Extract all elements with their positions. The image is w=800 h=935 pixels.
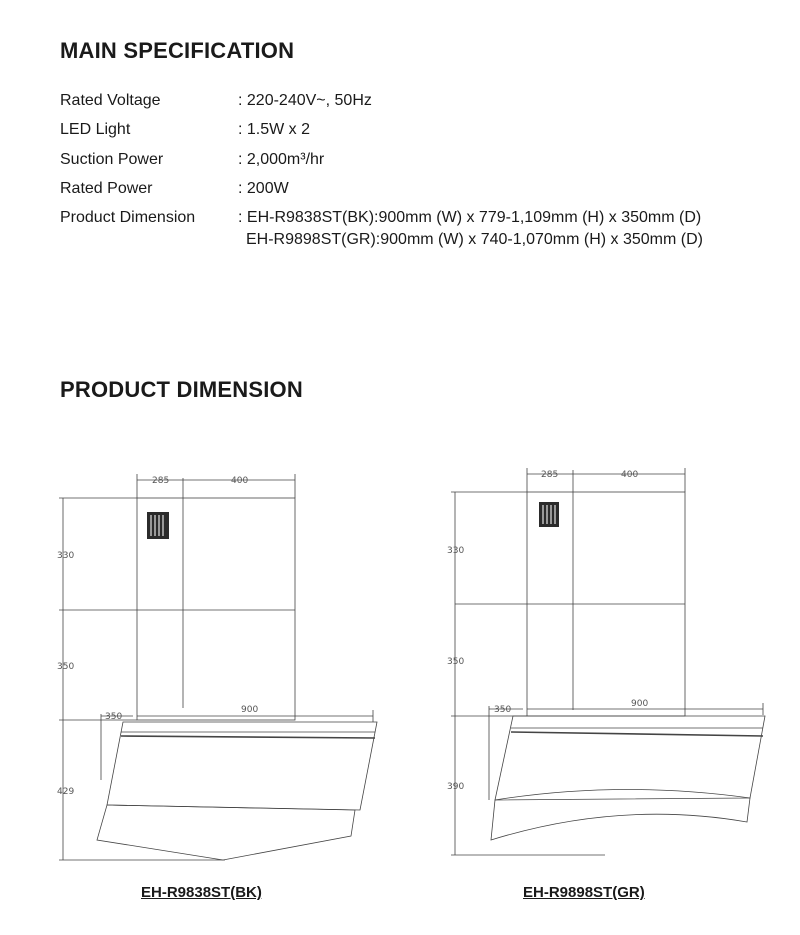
spec-label: Product Dimension [60,209,196,227]
spec-label: Rated Voltage [60,92,161,109]
spec-row-rated-voltage [60,92,760,121]
canopy-outline [495,716,765,800]
dim-label-lower: 390 [447,782,465,792]
hood-drawing-bk-svg [55,460,385,870]
dim-label-350: 350 [57,662,75,672]
spec-row-led-light [60,121,760,150]
spec-value: : 200W [238,179,289,197]
spec-label: Rated Power [60,179,153,197]
product-dimension-title: PRODUCT DIMENSION [60,377,303,402]
spec-value [238,209,703,249]
spec-value: : 220-240V~, 50Hz [238,92,372,109]
dim-label-width: 900 [631,699,649,709]
spec-row-product-dimension [60,209,760,249]
spec-row-suction-power [60,151,760,180]
model-label-bk: EH-R9838ST(BK) [141,884,262,901]
canopy-outline [107,722,377,810]
dim-label-width: 900 [241,705,259,715]
hood-drawing-bk [55,460,385,870]
glass-panel-outline [491,789,750,840]
dim-label-400: 400 [231,476,249,486]
dim-label-330: 330 [447,546,465,556]
spec-label: LED Light [60,121,131,139]
dim-label-depth: 350 [494,705,512,715]
spec-value-line2: EH-R9898ST(GR):900mm (W) x 740-1,070mm (H) x 350mm (D) [246,231,703,249]
dim-label-285: 285 [152,476,170,486]
dim-label-lower: 429 [57,787,75,797]
spec-row-rated-power [60,180,760,209]
dim-label-330: 330 [57,551,75,561]
glass-panel-outline [97,805,355,860]
hood-drawing-gr-svg [445,460,775,870]
spec-table [60,92,760,249]
spec-value-line1: : EH-R9838ST(BK):900mm (W) x 779-1,109mm (H) x 350mm (D) [238,209,702,227]
model-label-gr: EH-R9898ST(GR) [523,884,645,901]
dim-label-285: 285 [541,470,559,480]
hood-drawing-gr [445,460,775,870]
dim-label-depth: 350 [105,712,123,722]
dim-label-400: 400 [621,470,639,480]
main-spec-title: MAIN SPECIFICATION [60,38,295,63]
spec-value: : 2,000m³/hr [238,150,325,168]
dim-label-350: 350 [447,657,465,667]
spec-value: : 1.5W x 2 [238,121,311,139]
spec-label: Suction Power [60,150,164,168]
